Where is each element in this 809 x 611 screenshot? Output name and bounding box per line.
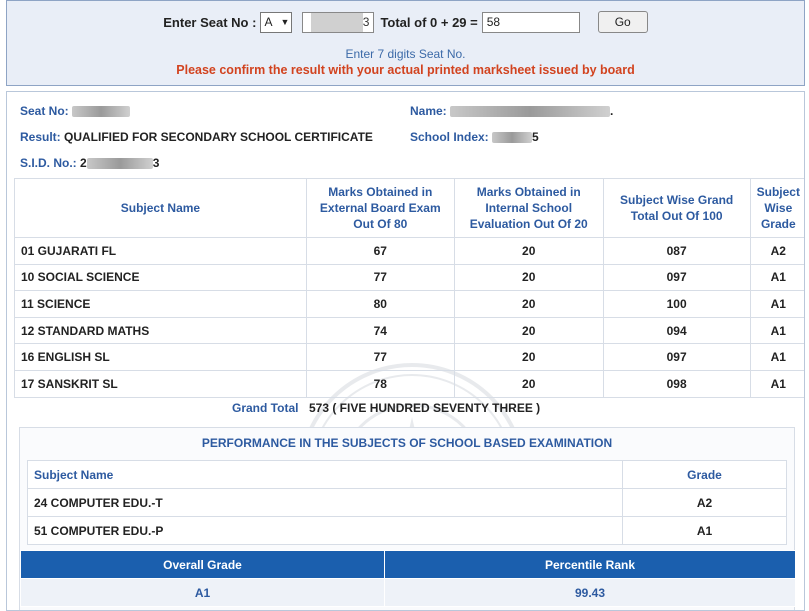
header-school-subject: Subject Name — [28, 461, 623, 489]
marks-header-row — [15, 179, 806, 238]
total-marks: 097 — [603, 264, 750, 291]
school-index-label: School Index: — [410, 130, 489, 144]
sid-redacted — [87, 158, 153, 169]
overall-header-row — [21, 551, 796, 579]
seat-info — [20, 104, 130, 118]
captcha-input[interactable]: 58 — [482, 12, 580, 33]
school-index-info — [410, 130, 539, 144]
table-row — [15, 238, 806, 265]
sid-head: 2 — [80, 156, 87, 170]
result-label: Result: — [20, 130, 61, 144]
search-panel — [6, 0, 805, 86]
subject-grade: A1 — [750, 370, 805, 397]
school-subject-name: 51 COMPUTER EDU.-P — [28, 517, 623, 545]
school-subject-grade: A2 — [623, 489, 787, 517]
seat-number-input[interactable]: 3 — [302, 12, 374, 33]
subject-grade: A1 — [750, 291, 805, 318]
school-exam-section — [19, 427, 795, 611]
school-exam-table — [27, 460, 787, 545]
external-marks: 74 — [306, 317, 454, 344]
overall-value-row — [21, 579, 796, 607]
marks-table — [14, 178, 805, 398]
name-redacted — [450, 106, 610, 117]
seat-no-redacted — [72, 106, 130, 117]
table-row — [15, 370, 806, 397]
result-panel — [6, 91, 805, 611]
subject-grade: A2 — [750, 238, 805, 265]
sid-tail: 3 — [152, 156, 160, 170]
internal-marks: 20 — [454, 238, 603, 265]
seat-prefix-select[interactable] — [260, 12, 292, 33]
internal-marks: 20 — [454, 317, 603, 344]
subject-grade: A1 — [750, 264, 805, 291]
header-school-grade: Grade — [623, 461, 787, 489]
header-grade: Subject Wise Grade — [750, 179, 805, 238]
header-grand-total: Subject Wise Grand Total Out Of 100 — [603, 179, 750, 238]
external-marks: 67 — [306, 238, 454, 265]
result-value: QUALIFIED FOR SECONDARY SCHOOL CERTIFICATE — [64, 130, 373, 144]
header-external-marks: Marks Obtained in External Board Exam Out Of 80 — [306, 179, 454, 238]
subject-name: 10 SOCIAL SCIENCE — [15, 264, 307, 291]
header-subject-name: Subject Name — [15, 179, 307, 238]
sid-info — [20, 156, 159, 170]
school-subject-name: 24 COMPUTER EDU.-T — [28, 489, 623, 517]
seat-search-row — [7, 11, 804, 33]
subject-name: 11 SCIENCE — [15, 291, 307, 318]
external-marks: 78 — [306, 370, 454, 397]
go-button[interactable]: Go — [598, 11, 648, 33]
percentile-rank-value: 99.43 — [385, 579, 796, 607]
grand-total-value: 573 ( FIVE HUNDRED SEVENTY THREE ) — [309, 401, 541, 415]
seat-prefix-value: A — [264, 15, 273, 29]
school-subject-grade: A1 — [623, 517, 787, 545]
total-marks: 097 — [603, 344, 750, 371]
seat-no-label: Seat No: — [20, 104, 69, 118]
grand-total-label: Grand Total — [232, 401, 299, 415]
subject-name: 16 ENGLISH SL — [15, 344, 307, 371]
table-row — [15, 264, 806, 291]
table-row — [28, 517, 787, 545]
seat-label: Enter Seat No : — [163, 14, 257, 30]
sid-label: S.I.D. No.: — [20, 156, 77, 170]
name-label: Name: — [410, 104, 447, 118]
table-row — [28, 489, 787, 517]
internal-marks: 20 — [454, 264, 603, 291]
table-row — [15, 344, 806, 371]
subject-name: 17 SANSKRIT SL — [15, 370, 307, 397]
school-index-tail: 5 — [532, 130, 539, 144]
total-marks: 098 — [603, 370, 750, 397]
overall-result-table — [20, 550, 796, 607]
external-marks: 77 — [306, 264, 454, 291]
captcha-label: Total of 0 + 29 = — [380, 14, 478, 30]
subject-name: 12 STANDARD MATHS — [15, 317, 307, 344]
name-info — [410, 104, 613, 118]
internal-marks: 20 — [454, 344, 603, 371]
total-marks: 087 — [603, 238, 750, 265]
header-internal-marks: Marks Obtained in Internal School Evaluation Out Of 20 — [454, 179, 603, 238]
internal-marks: 20 — [454, 370, 603, 397]
name-tail: . — [610, 104, 614, 118]
subject-grade: A1 — [750, 344, 805, 371]
subject-grade: A1 — [750, 317, 805, 344]
overall-grade-value: A1 — [21, 579, 385, 607]
total-marks: 094 — [603, 317, 750, 344]
subject-name: 01 GUJARATI FL — [15, 238, 307, 265]
school-exam-header-row — [28, 461, 787, 489]
percentile-rank-header: Percentile Rank — [385, 551, 796, 579]
seat-hint: Enter 7 digits Seat No. — [345, 47, 466, 61]
school-exam-title: PERFORMANCE IN THE SUBJECTS OF SCHOOL BASED EXAMINATION — [201, 436, 613, 450]
confirm-warning: Please confirm the result with your actual printed marksheet issued by board — [176, 63, 635, 77]
overall-grade-header: Overall Grade — [21, 551, 385, 579]
table-row — [15, 291, 806, 318]
table-row — [15, 317, 806, 344]
external-marks: 80 — [306, 291, 454, 318]
internal-marks: 20 — [454, 291, 603, 318]
result-info — [20, 130, 373, 144]
external-marks: 77 — [306, 344, 454, 371]
school-index-redacted — [492, 132, 532, 143]
total-marks: 100 — [603, 291, 750, 318]
chevron-down-icon: ▼ — [280, 17, 290, 27]
